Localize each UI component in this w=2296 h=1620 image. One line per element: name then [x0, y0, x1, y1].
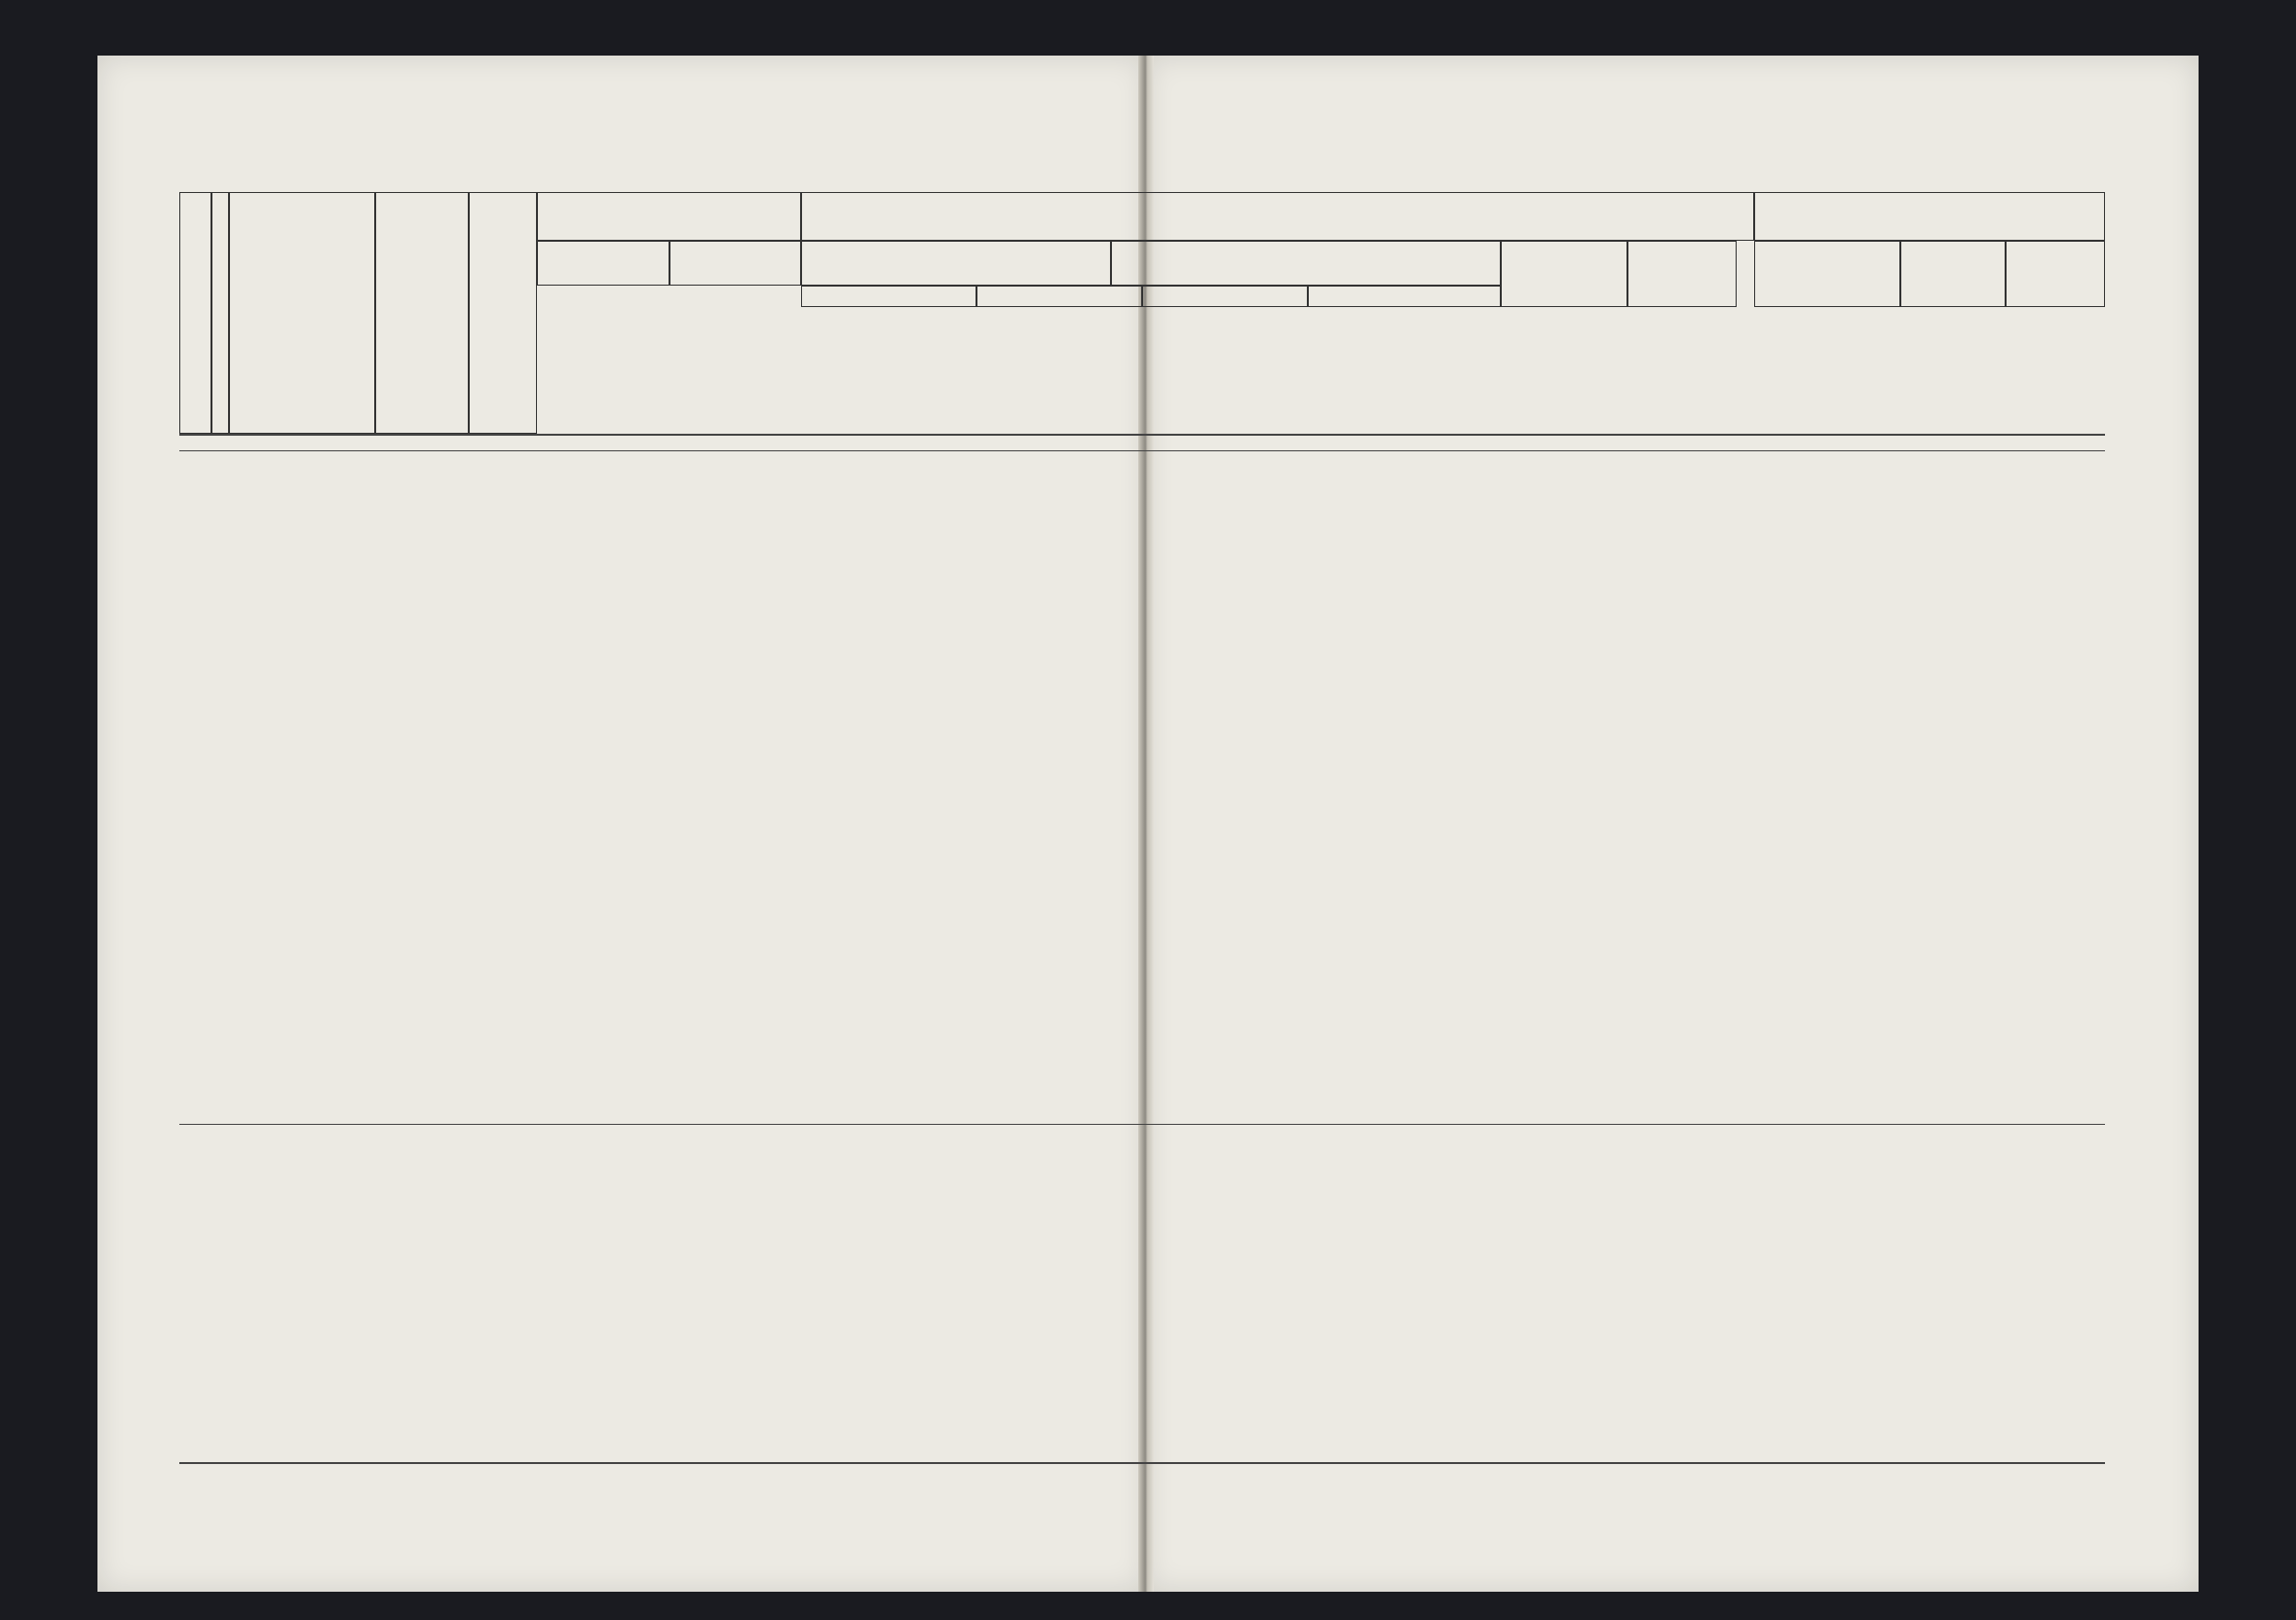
colnum-rule: [179, 450, 2105, 451]
present-nadel: [801, 286, 976, 307]
prev-census-header: [537, 192, 801, 241]
absent-beznadel: [1308, 286, 1501, 307]
students-header: [2006, 241, 2105, 307]
header-rule: [179, 434, 2105, 436]
col-narod: [469, 192, 537, 434]
disabled-header: [1627, 241, 1737, 307]
total-pop-header: [1501, 241, 1627, 307]
present-header: [801, 241, 1111, 286]
absent-nadel: [1142, 286, 1308, 307]
section-rule: [179, 1124, 2105, 1125]
lit-households-header: [1754, 241, 1900, 307]
col-name: [229, 192, 375, 434]
table-bottom: [179, 1462, 2105, 1464]
col-razryad: [375, 192, 469, 434]
present-beznadel: [976, 286, 1142, 307]
lit-people-header: [1900, 241, 2006, 307]
census-1890-header: [670, 241, 801, 286]
col-order: [211, 192, 229, 434]
absent-header: [1111, 241, 1501, 286]
literacy-header: [1754, 192, 2105, 241]
col-volost: [179, 192, 211, 434]
census-1858-header: [537, 241, 670, 286]
main-census-header: [801, 192, 1754, 241]
